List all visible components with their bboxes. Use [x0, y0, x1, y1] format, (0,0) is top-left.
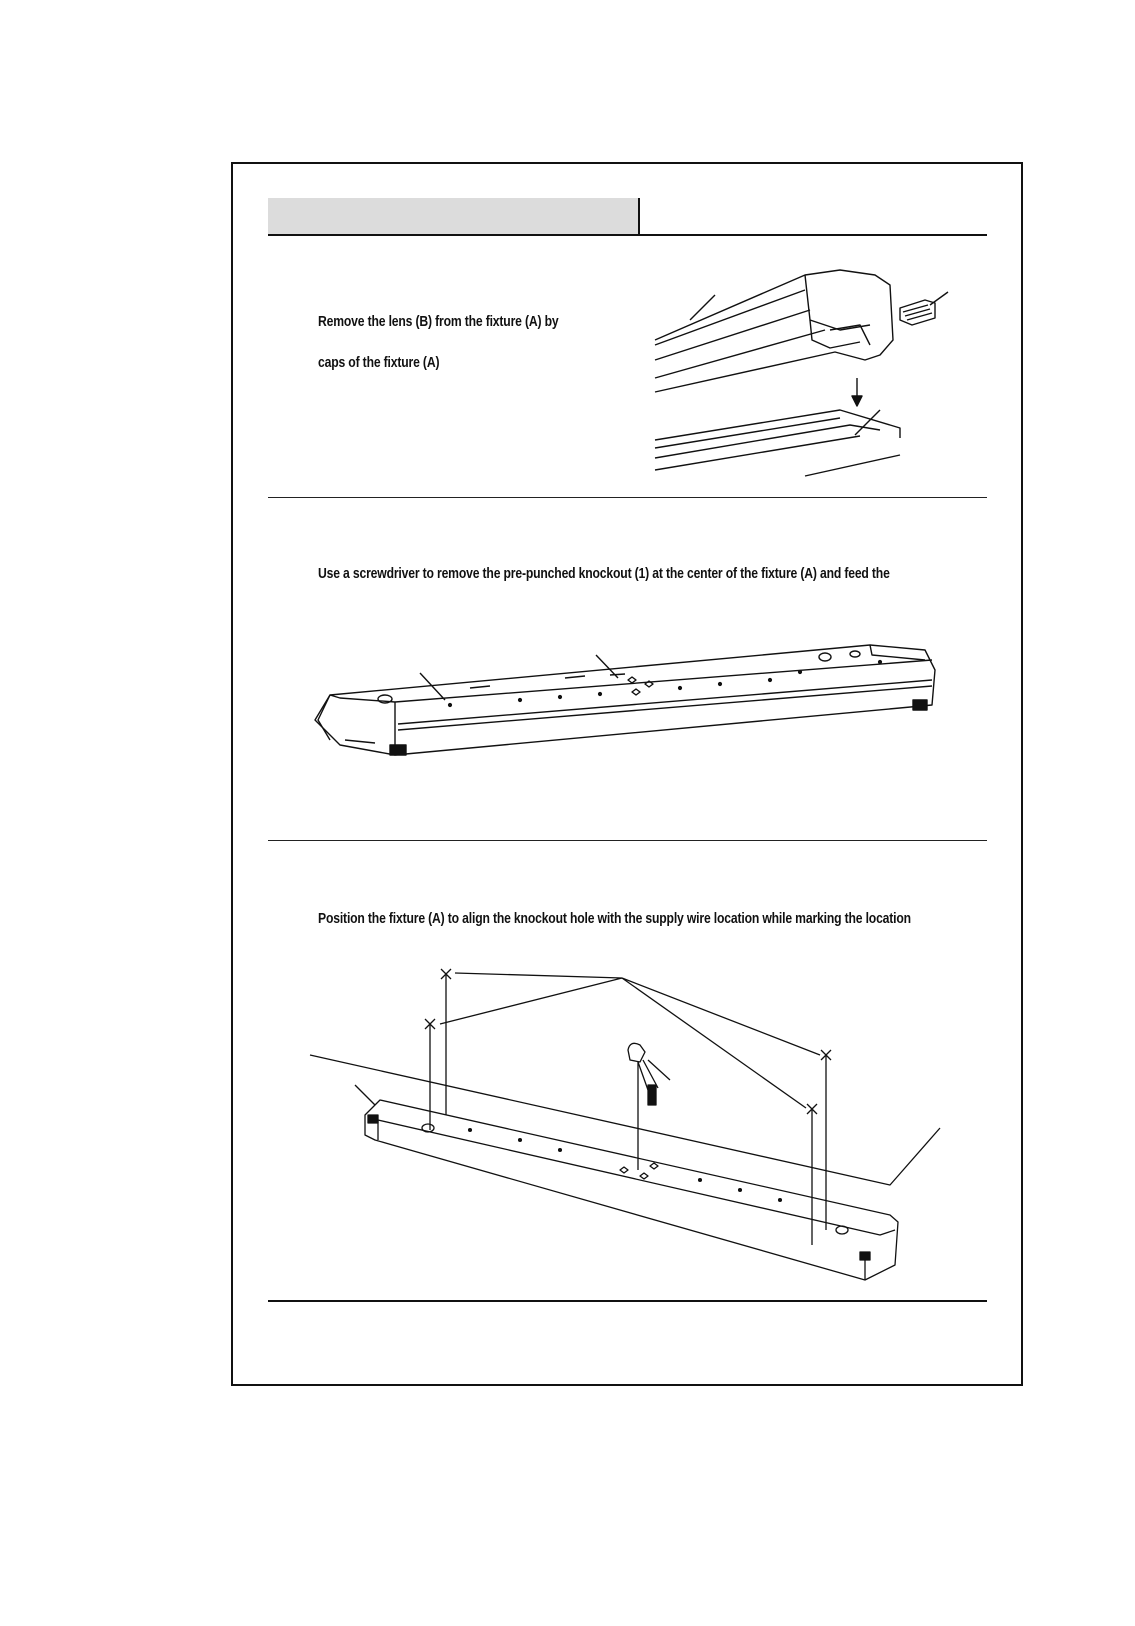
step3-instruction: Position the fixture (A) to align the knockout hole with the supply wire location while marking the location: [318, 911, 911, 927]
step2-instruction: Use a screwdriver to remove the pre-punched knockout (1) at the center of the fixture (A) and feed the: [318, 566, 890, 582]
step1-instruction-line2: caps of the fixture (A): [318, 355, 440, 371]
step1-instruction-line1: Remove the lens (B) from the fixture (A) by: [318, 314, 559, 330]
